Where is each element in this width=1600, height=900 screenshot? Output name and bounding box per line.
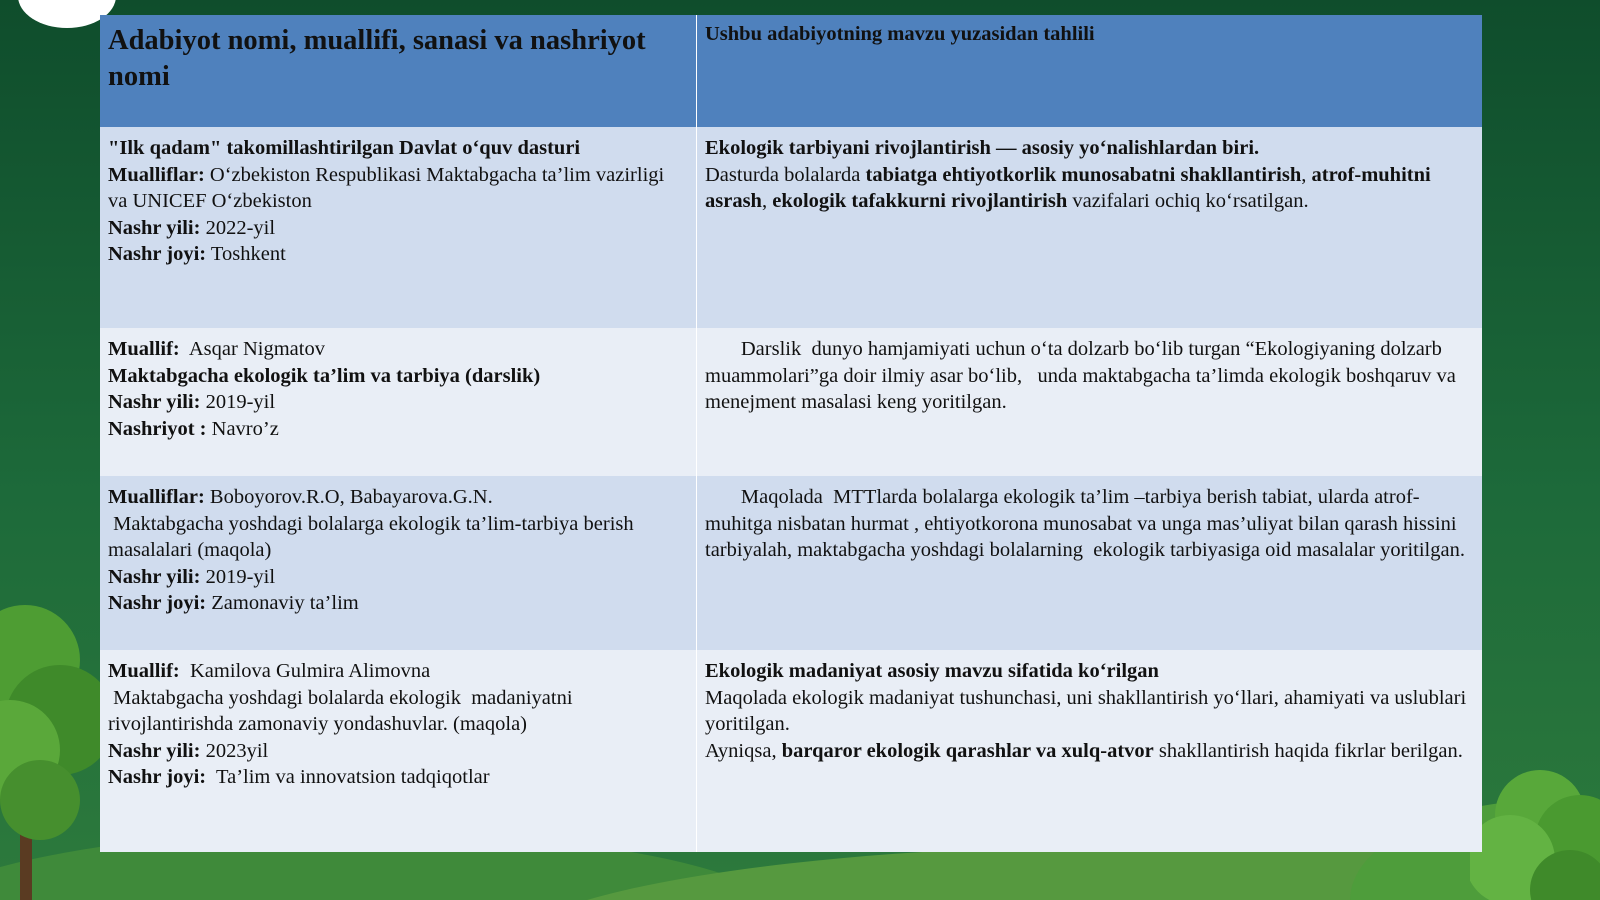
analysis-bold: ekologik tafakkurni rivojlantirish bbox=[772, 190, 1068, 212]
table-row-3-analysis bbox=[697, 476, 1482, 650]
year-label: Nashr yili: bbox=[108, 739, 201, 762]
year-value: 2019-yil bbox=[200, 391, 276, 413]
place-value: Ta’lim va innovatsion tadqiqotlar bbox=[206, 766, 490, 788]
year-value: 2022-yil bbox=[200, 216, 276, 239]
source-title: Maktabgacha ekologik ta’lim va tarbiya (darslik) bbox=[108, 364, 541, 387]
year-label: Nashr yili: bbox=[108, 391, 201, 413]
header-cell-analysis bbox=[697, 15, 1482, 127]
source-title: "Ilk qadam" takomillashtirilgan Davlat o‘quv dasturi bbox=[108, 137, 581, 159]
table-row-1-source bbox=[100, 127, 697, 328]
author-value: Boboyorov.R.O, Babayarova.G.N. bbox=[204, 486, 493, 508]
analysis-text: Darslik dunyo hamjamiyati uchun o‘ta dolzarb bo‘lib turgan “Ekologiyaning dolzarb muammolari”ga doir ilmiy asar bo‘lib, unda maktabgacha ta’limda ekologik boshqaruv va menejment masalasi keng yoritilgan. bbox=[705, 338, 1462, 413]
place-label: Nashr joyi: bbox=[108, 243, 207, 265]
analysis-heading: Ekologik madaniyat asosiy mavzu sifatida ko‘rilgan bbox=[705, 660, 1159, 682]
header-cell-literature bbox=[100, 15, 697, 127]
analysis-text: Maqolada MTTlarda bolalarga ekologik ta’lim –tarbiya berish tabiat, ularda atrof-muhitga nisbatan hurmat , ehtiyotkorona munosabat va unga mas’uliyat bilan qarash hissini tarbiyalah, maktabgacha yoshdagi bolalarning ekologik tarbiyasiga oid masalalar yoritilgan. bbox=[705, 486, 1465, 561]
place-value: Toshkent bbox=[206, 243, 286, 265]
author-label: Mualliflar: bbox=[108, 163, 205, 186]
analysis-bold: barqaror ekologik qarashlar va xulq-atvor bbox=[781, 739, 1154, 762]
analysis-text: Maqolada ekologik madaniyat tushunchasi, uni shakllantirish yo‘llari, ahamiyati va uslublari yoritilgan. bbox=[705, 686, 1467, 735]
table-row-4-source bbox=[100, 650, 697, 852]
place-label: Nashr joyi: bbox=[108, 592, 207, 614]
author-label: Muallif: bbox=[108, 660, 180, 682]
place-value: Navro’z bbox=[206, 417, 279, 440]
analysis-text: Dasturda bolalarda bbox=[705, 163, 866, 186]
analysis-text: , bbox=[1301, 163, 1312, 186]
author-label: Mualliflar: bbox=[108, 486, 205, 508]
tree-right bbox=[1470, 760, 1600, 900]
table-row-1-analysis bbox=[697, 127, 1482, 328]
table-row-3-source bbox=[100, 476, 697, 650]
analysis-bold: atrof-muhitni asrash bbox=[705, 163, 1431, 212]
author-value: O‘zbekiston Respublikasi Maktabgacha ta’lim vazirligi va UNICEF O‘zbekiston bbox=[108, 163, 665, 212]
year-label: Nashr yili: bbox=[108, 216, 201, 239]
analysis-bold: tabiatga ehtiyotkorlik munosabatni shakllantirish bbox=[865, 163, 1302, 186]
year-label: Nashr yili: bbox=[108, 565, 201, 588]
analysis-text: vazifalari ochiq ko‘rsatilgan. bbox=[1067, 190, 1309, 212]
analysis-heading: Ekologik tarbiyani rivojlantirish — asosiy yo‘nalishlardan biri. bbox=[705, 137, 1260, 159]
year-value: 2023yil bbox=[200, 739, 269, 762]
literature-table bbox=[100, 15, 1482, 852]
year-value: 2019-yil bbox=[200, 565, 276, 588]
header-title-analysis: Ushbu adabiyotning mavzu yuzasidan tahlili bbox=[705, 23, 1095, 45]
place-value: Zamonaviy ta’lim bbox=[206, 592, 359, 614]
place-label: Nashr joyi: bbox=[108, 766, 207, 788]
analysis-text: shakllantirish haqida fikrlar berilgan. bbox=[1153, 739, 1463, 762]
table-row-2-source bbox=[100, 328, 697, 476]
table-row-2-analysis bbox=[697, 328, 1482, 476]
source-title: Maktabgacha yoshdagi bolalarda ekologik madaniyatni rivojlantirishda zamonaviy yondashuvlar. (maqola) bbox=[108, 686, 578, 735]
source-title: Maktabgacha yoshdagi bolalarga ekologik ta’lim-tarbiya berish masalalari (maqola) bbox=[108, 512, 639, 561]
table-row-4-analysis bbox=[697, 650, 1482, 852]
analysis-text: Ayniqsa, bbox=[705, 739, 782, 762]
author-label: Muallif: bbox=[108, 338, 180, 360]
author-value: Kamilova Gulmira Alimovna bbox=[179, 660, 431, 682]
place-label: Nashriyot : bbox=[108, 417, 207, 440]
header-title-literature: Adabiyot nomi, muallifi, sanasi va nashriyot nomi bbox=[108, 25, 646, 92]
author-value: Asqar Nigmatov bbox=[179, 338, 325, 360]
analysis-text: , bbox=[761, 190, 773, 212]
